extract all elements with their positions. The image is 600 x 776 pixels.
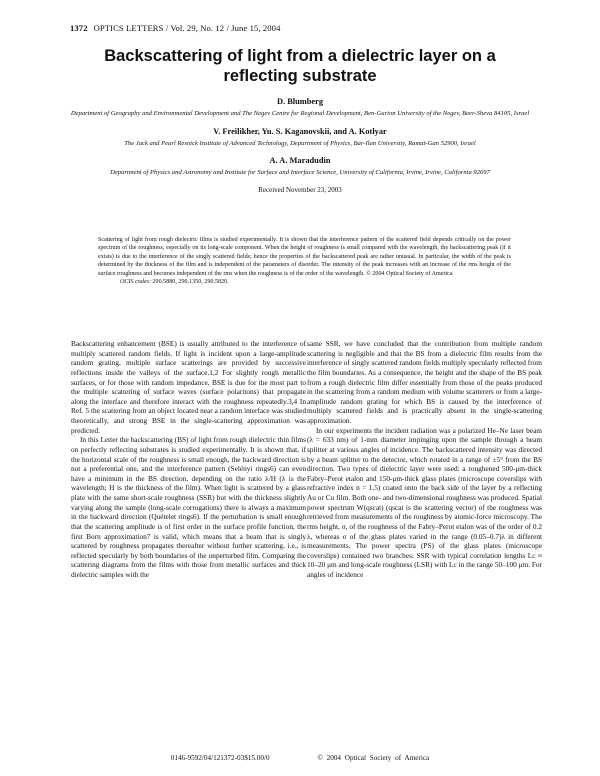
body-paragraph: Backscattering enhancement (BSE) is usually attributed to the interference of multiply scattered random fields. If light is incident upon a large-amplitude random grating, multiple surface scatterings are provided by successive reflections inside the valleys of the surface.1,2 For slightly rough metallic surfaces, or for those with random impedance, BSE is due for the most part to the multiple scattering of surface waves (surface polaritons) that propagate along the interface and therefore interact with the roughness repeatedly.3,4 In Ref. 5 the scattering from an object located near a random interface was studied theoretically, and strong BSE in the single-scattering approximation was predicted. (71, 339, 306, 435)
ocis-label: OCIS codes: (120, 279, 151, 286)
body-paragraph: In this Letter the backscattering (BS) of light from rough dielectric thin films on perfectly reflecting substrates is studied experimentally. It is shown that, if the horizontal scale of the roughness is small enough, the backward direction is not a preferential one, and the interference pattern (Selényi rings6) can even have a minimum in the BS direction, depending on the ratio λ/H (λ is the wavelength; H is the thickness of the film). When light is scattered by a glass plate with the same short-scale roughness (SSR) but with the thickness slightly varying along the sample (long-scale corrugations) there is always a maximum in the backward direction (Quételet rings6). If the perturbation is small enough that the scattering amplitude is of first order in the surface profile function, the first Born approximation7 is valid, which means that a beam that is singly scattered by roughness propagates thereafter without further scattering, i.e., is reflected specularly by both boundaries of the unperturbed film. Comparing the scattering diagrams from the films with those from metallic surfaces and thick dielectric samples with the (71, 435, 306, 579)
author-affiliation: Department of Geography and Environmental Development and The Negev Centre for Regional Development, Ben-Gurion University of the Negev, Beer-Sheva 84105, Israel (70, 110, 530, 117)
abstract (98, 236, 511, 286)
author-affiliation: The Jack and Pearl Resnick Institute of Advanced Technology, Department of Physics, Bar-Ilan University, Ramat-Gan 52900, Israel (124, 139, 476, 147)
ocis-codes: 290.5880, 290.1350, 290.5820. (152, 279, 229, 286)
abstract-text: Scattering of light from rough dielectric films is studied experimentally. It is shown that the interference pattern of the scattered field depends critically on the power spectrum of the roughness, especially on its long-scale component. When the height of roughness is small compared with the wavelength, the backscattering peak (if it exists) is due to the interference of the singly scattered fields; hence the properties of the backscattered peak are rather unusual. In particular, the width of the peak is determined by the thickness of the film and is independent of the parameters of disorder. The intensity of the peak increases with an increase of the rms height of the surface roughness and becomes independent of the rms when the roughness is of the order of the wavelength. © 2004 Optical Society of America (98, 237, 511, 277)
body-column-right (307, 339, 542, 580)
received-date: Received November 23, 2003 (258, 185, 342, 194)
ocis-line (98, 278, 511, 286)
copyright-notice: © 2004 Optical Society of America (317, 754, 430, 762)
body-column-left (71, 339, 306, 580)
article-title: Backscattering of light from a dielectric layer on a reflecting substrate (104, 47, 496, 85)
page-footer (0, 754, 600, 762)
author-block (40, 97, 560, 194)
author-names: V. Freilikher, Yu. S. Kaganovskii, and A. Kotlyar (213, 126, 387, 136)
body-paragraph: In our experiments the incident radiation was a polarized He–Ne laser beam (λ = 633 nm) of 1-mm diameter impinging upon the sample through a beam splitter at various angles of incidence. The backscattered intensity was directed by a beam splitter to the detector, which rotated in a range of ±5° from the BS direction. Two types of dielectric layer were used: a roughened 500-μm-thick Fabry–Perot etalon and 150-μm-thick glass plates (microscope coverslips with refractive index n = 1.5) coated onto the back side of the layer by a reflecting Au or Cu film. Both one- and two-dimensional roughness was produced. Spatial power spectrum W(qscat) (qscat is the scattering vector) of the roughness was retrieved from measurements of the roughness by atomic-force microscopy. The rms height, σ, of the roughness of the Fabry–Perot etalon was of the order of 0.2 λ, whereas σ of the glass plates varied in the range (0.05–0.7)λ in different measurements. The power spectra (PS) of the glass plates (microscope coverslips) contained two branches: SSR with typical correlation lengths Lc ≈ 10–20 μm and long-scale roughness (LSR) with Lc in the range 50–100 μm. For angles of incidence (307, 425, 542, 579)
author-names: A. A. Maradudin (269, 156, 331, 165)
body-paragraph: same SSR, we have concluded that the contribution from multiple random scattering is negligible and that the BS from a dielectric film results from the interference of singly scattered random fields multiply specularly reflected from the film boundaries. As a consequence, the height and the shape of the BS peak from a rough dielectric film differ essentially from those of the peaks produced in the scattering from a random medium with volume scatterers or from a large-amplitude random grating for which BS is caused by the interference of multiply scattered fields and is practically absent in the single-scattering approximation. (307, 339, 542, 425)
running-head (70, 23, 280, 33)
journal-citation: OPTICS LETTERS / Vol. 29, No. 12 / June 15, 2004 (93, 23, 281, 33)
page-number: 1372 (70, 23, 88, 33)
author-names: D. Blumberg (276, 97, 324, 106)
publication-code: 0146-9592/04/121372-03$15.00/0 (170, 754, 270, 762)
author-affiliation: Department of Physics and Astronomy and Institute for Surface and Interface Science, University of California, Irvine, Irvine, California 92697 (110, 169, 490, 176)
